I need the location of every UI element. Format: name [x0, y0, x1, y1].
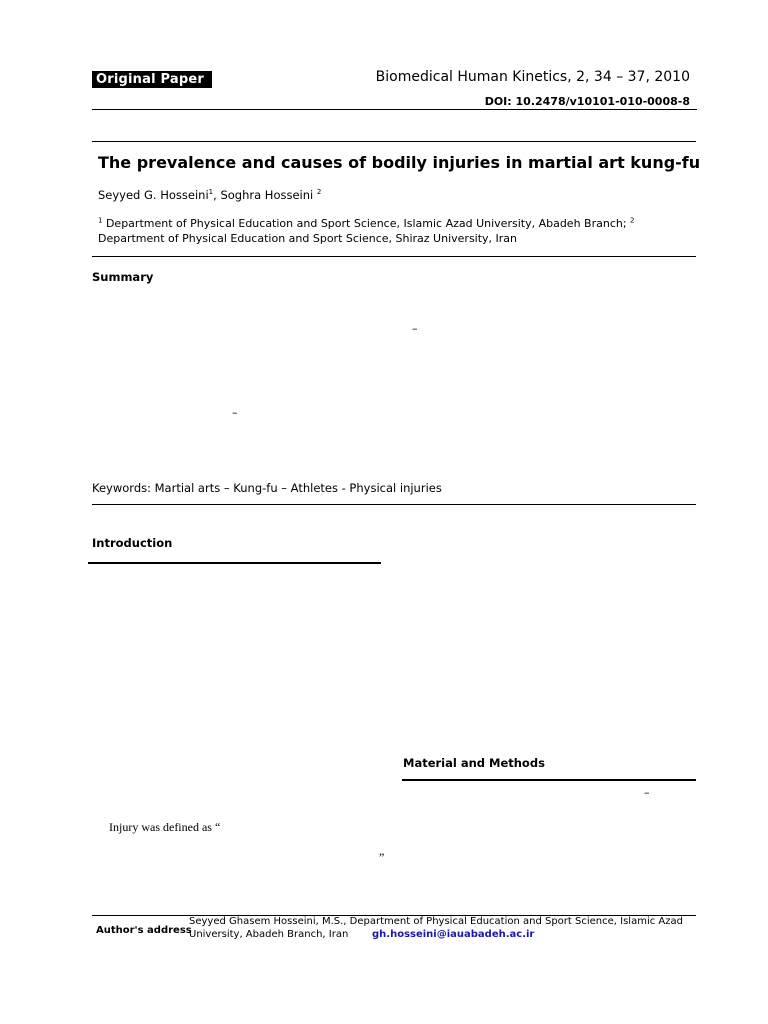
author-1: Seyyed G. Hosseini — [98, 188, 209, 202]
header-divider — [92, 109, 697, 110]
title-top-divider — [92, 141, 696, 142]
author-2-affil-mark: 2 — [316, 188, 322, 197]
author-list — [98, 188, 321, 202]
authors-address-label: Author's address — [96, 925, 192, 936]
injury-definition-text: Injury was defined as “ — [109, 820, 221, 834]
affiliations — [98, 216, 696, 246]
summary-dash-2: – — [232, 406, 238, 419]
affil-mark-2: 2 — [630, 216, 635, 225]
doi-label: DOI: 10.2478/v10101-010-0008-8 — [484, 95, 690, 108]
author-separator: , — [213, 188, 221, 202]
affiliation-2: Department of Physical Education and Sport Science, Shiraz University, Iran — [98, 232, 518, 245]
introduction-heading: Introduction — [92, 536, 173, 550]
methods-heading: Material and Methods — [403, 756, 545, 770]
article-type-badge: Original Paper — [92, 71, 212, 88]
methods-dash: – — [644, 786, 650, 799]
author-email-link[interactable]: gh.hosseini@iauabadeh.ac.ir — [372, 929, 535, 940]
journal-citation: Biomedical Human Kinetics, 2, 34 – 37, 2010 — [375, 69, 690, 85]
affiliation-1: Department of Physical Education and Sport Science, Islamic Azad University, Abadeh Branch; — [102, 217, 631, 230]
methods-underline — [402, 779, 696, 781]
author-2: Soghra Hosseini — [220, 188, 314, 202]
affil-mark-1: 1 — [98, 216, 103, 225]
authors-address: Seyyed Ghasem Hosseini, M.S., Department of Physical Education and Sport Science, Islamic Azad University, Abadeh Branch, Iran — [189, 916, 683, 940]
keywords-line: Keywords: Martial arts – Kung-fu – Athletes - Physical injuries — [92, 481, 442, 495]
article-title: The prevalence and causes of bodily injuries in martial art kung-fu — [98, 153, 701, 172]
title-bottom-divider — [92, 256, 696, 257]
introduction-underline — [88, 562, 381, 564]
closing-quote: ” — [379, 850, 385, 864]
author-1-affil-mark: 1 — [208, 188, 214, 197]
summary-dash-1: – — [412, 322, 418, 335]
keywords-divider — [92, 504, 696, 505]
summary-heading: Summary — [92, 270, 154, 284]
